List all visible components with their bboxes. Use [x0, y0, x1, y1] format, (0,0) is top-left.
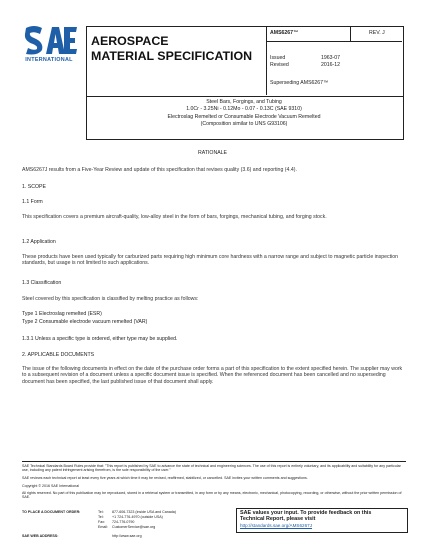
tel-1-label: Tel:: [98, 510, 104, 514]
material-title-line-4: (Composition similar to UNS G93106): [200, 121, 288, 127]
email-address[interactable]: CustomerService@sae.org: [112, 525, 156, 529]
section-1-1-text: This specification covers a premium aircraft-quality, low-alloy steel in the form of bars, forgings, mechanical tubing, and forging stock.: [22, 214, 327, 220]
rationale-heading: RATIONALE: [197, 150, 228, 156]
footer-copyright: Copyright © 2016 SAE International: [22, 484, 79, 488]
superseding-note: Superseding AMS6267™: [270, 80, 329, 86]
footer-usage-notice: SAE Technical Standards Board Rules provide that: "This report is published by SAE to advance the state of technical and engineering sciences. The use of this report is entirely voluntary, and its applicability and suitability for any particular use, including any patent infringement arising therefrom, is the sole responsibility of the user.": [22, 464, 401, 473]
email-label: Email:: [98, 525, 108, 529]
tel-2-label: Tel:: [98, 515, 104, 519]
section-1-2-heading: 1.2 Application: [22, 239, 56, 245]
fax-number: 724-776-0790: [112, 520, 135, 524]
material-title-line-2: 1.0Cr - 3.25Ni - 0.12Mo - 0.07 - 0.13C (SAE 9310): [186, 106, 302, 112]
web-label: SAE WEB ADDRESS:: [22, 534, 59, 538]
section-1-2-text: These products have been used typically for carburized parts requiring high minimum core hardness with a narrow range and subject to magnetic particle inspection standards, but usage is not limited to such applications.: [22, 254, 399, 267]
section-1-3-1-text: 1.3.1 Unless a specific type is ordered, either type may be supplied.: [22, 336, 178, 342]
fax-label: Fax:: [98, 520, 105, 524]
revised-label: Revised: [270, 62, 289, 68]
title-line-2: MATERIAL SPECIFICATION: [91, 49, 253, 63]
footer-review-notice: SAE reviews each technical report at least every five years at which time it may be revised, reaffirmed, stabilized, or cancelled. SAE invites your written comments and suggestions.: [22, 476, 308, 480]
tel-1-number: 877-606-7323 (inside USA and Canada): [112, 510, 176, 514]
revised-date: 2016-12: [321, 62, 341, 68]
section-1-3-heading: 1.3 Classification: [22, 280, 62, 286]
logo-subtitle: INTERNATIONAL: [25, 57, 73, 63]
issued-date: 1963-07: [321, 55, 341, 61]
section-1-3-text: Steel covered by this specification is classified by melting practice as follows:: [22, 296, 199, 302]
revision-label: REV. J: [369, 30, 385, 36]
section-1-1-heading: 1.1 Form: [22, 199, 43, 205]
feedback-line-1: SAE values your input. To provide feedback on this: [240, 510, 372, 516]
footer-divider: [22, 461, 406, 462]
web-address[interactable]: http://www.sae.org: [112, 534, 142, 538]
tel-2-number: +1 724-776-4970 (outside USA): [112, 515, 163, 519]
type-2-item: Type 2 Consumable electrode vacuum remelted (VAR): [22, 319, 148, 325]
rationale-text: AMS6267J results from a Five-Year Review and update of this specification that revises quality (3.6) and reporting (4.4).: [22, 167, 297, 173]
feedback-link[interactable]: http://standards.sae.org/AMS6267J: [240, 523, 313, 528]
type-1-item: Type 1 Electroslag remelted (ESR): [22, 311, 102, 317]
doc-number: AMS6267™: [270, 30, 299, 36]
issued-label: Issued: [270, 55, 286, 61]
sae-logo: [20, 24, 78, 66]
section-1-heading: 1. SCOPE: [22, 184, 46, 190]
section-2-text: The issue of the following documents in effect on the date of the purchase order forms a part of this specification to the extent specified herein. The supplier may work to a subsequent revision of a document unless a specific document issue is specified. When the referenced document has been cancelled and no superseding document has been specified, the last published issue of that document shall apply.: [22, 366, 403, 385]
section-2-heading: 2. APPLICABLE DOCUMENTS: [22, 352, 95, 358]
footer-rights-notice: All rights reserved. No part of this publication may be reproduced, stored in a retrieval system or transmitted, in any form or by any means, electronic, mechanical, photocopying, recording, or otherwise, without the prior written permission of SAE.: [22, 491, 402, 500]
material-title-line-1: Steel Bars, Forgings, and Tubing: [206, 99, 282, 105]
title-line-1: AEROSPACE: [91, 34, 169, 48]
document-title: [91, 34, 252, 64]
order-label: TO PLACE A DOCUMENT ORDER:: [22, 510, 81, 514]
feedback-line-2: Technical Report, please visit: [240, 516, 316, 522]
material-title-line-3: Electroslag Remelted or Consumable Electrode Vacuum Remelted: [167, 114, 321, 120]
